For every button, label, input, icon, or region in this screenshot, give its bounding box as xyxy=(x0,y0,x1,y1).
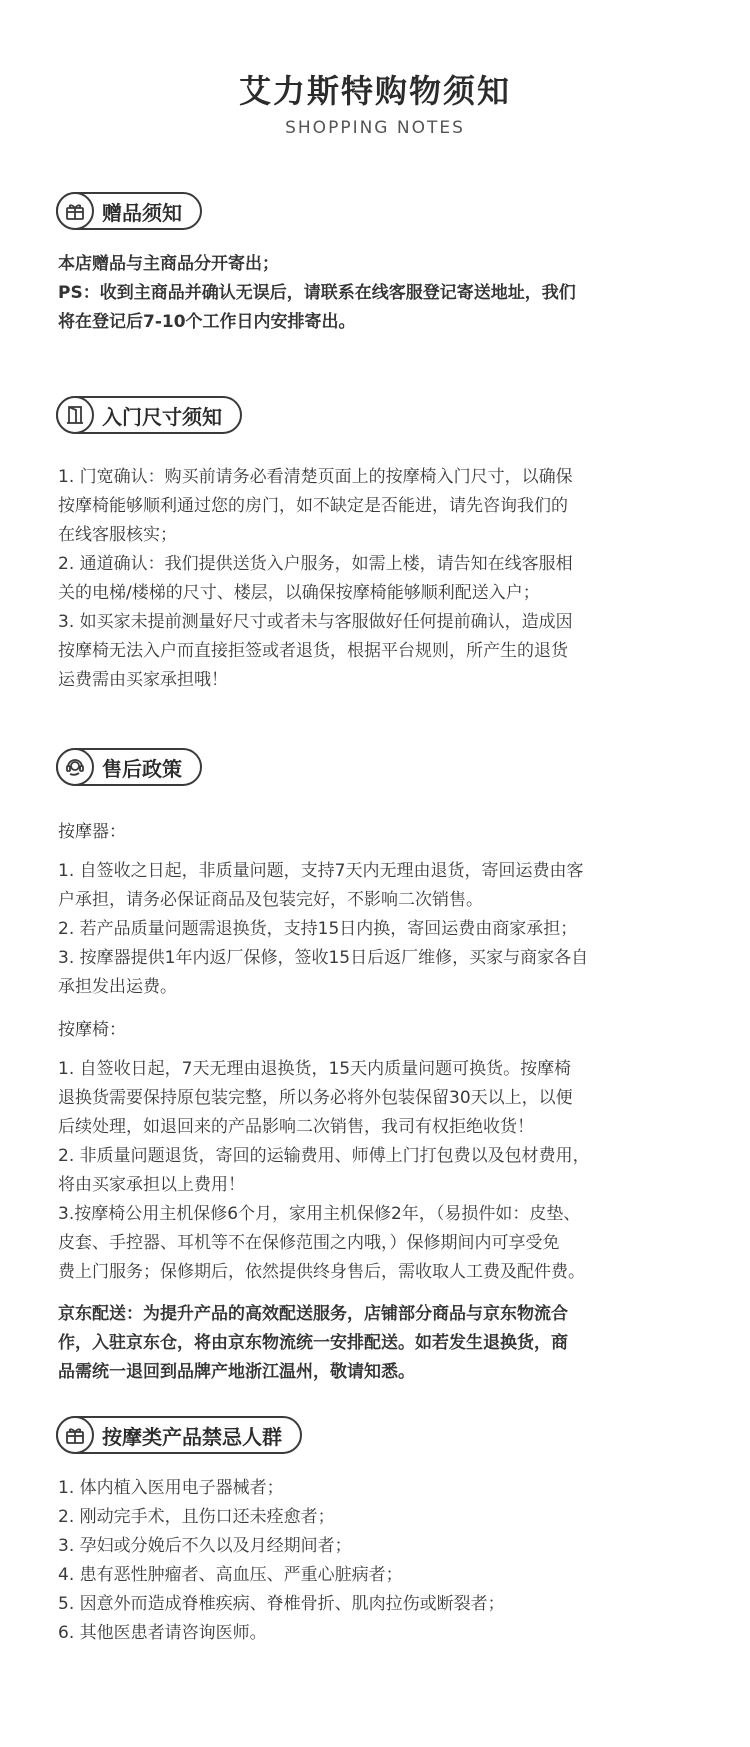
section-header-aftersales xyxy=(56,748,202,786)
jd-line: 京东配送：为提升产品的高效配送服务，店铺部分商品与京东物流合 xyxy=(58,1304,568,1324)
massager-line: 户承担，请务必保证商品及包装完好，不影响二次销售。 xyxy=(58,890,483,910)
door-line: 按摩椅无法入户而直接拒签或者退货，根据平台规则，所产生的退货 xyxy=(58,641,568,661)
chair-line: 将由买家承担以上费用！ xyxy=(58,1175,245,1195)
massager-label: 按摩器： xyxy=(58,822,126,842)
chair-line: 皮套、手控器、耳机等不在保修范围之内哦，）保修期间内可享受免 xyxy=(58,1233,560,1253)
forbidden-line: 6. 其他医患者请咨询医师。 xyxy=(58,1623,267,1643)
page-subtitle: SHOPPING NOTES xyxy=(285,118,465,138)
massager-line: 2. 若产品质量问题需退换货，支持15日内换，寄回运费由商家承担； xyxy=(58,919,578,939)
gift-icon xyxy=(56,192,94,230)
chair-line: 退换货需要保持原包装完整，所以务必将外包装保留30天以上，以便 xyxy=(58,1088,573,1108)
chair-line: 费上门服务；保修期后，依然提供终身售后，需收取人工费及配件费。 xyxy=(58,1262,585,1282)
chair-line: 3.按摩椅公用主机保修6个月，家用主机保修2年，（易损件如：皮垫、 xyxy=(58,1204,581,1224)
forbidden-line: 3. 孕妇或分娩后不久以及月经期间者； xyxy=(58,1536,352,1556)
forbidden-text xyxy=(58,1474,708,1648)
forbidden-line: 4. 患有恶性肿瘤者、高血压、严重心脏病者； xyxy=(58,1565,403,1585)
door-line: 3. 如买家未提前测量好尺寸或者未与客服做好任何提前确认，造成因 xyxy=(58,612,573,632)
forbidden-line: 5. 因意外而造成脊椎疾病、脊椎骨折、肌肉拉伤或断裂者； xyxy=(58,1594,505,1614)
gift-icon xyxy=(56,1416,94,1454)
gift-line: 将在登记后7-10个工作日内安排寄出。 xyxy=(58,312,356,332)
door-line: 1. 门宽确认：购买前请务必看清楚页面上的按摩椅入门尺寸，以确保 xyxy=(58,467,573,487)
chair-line: 2. 非质量问题退货，寄回的运输费用、师傅上门打包费以及包材费用， xyxy=(58,1146,590,1166)
section-title-door: 入门尺寸须知 xyxy=(102,404,222,429)
page-title: 艾力斯特购物须知 xyxy=(238,72,511,110)
chair-label: 按摩椅： xyxy=(58,1020,126,1040)
section-title-gift: 赠品须知 xyxy=(102,200,182,225)
gift-text xyxy=(58,250,708,337)
chair-text xyxy=(58,1055,708,1287)
chair-line: 1. 自签收日起，7天无理由退换货，15天内质量问题可换货。按摩椅 xyxy=(58,1059,572,1079)
door-line: 按摩椅能够顺利通过您的房门，如不缺定是否能进，请先咨询我们的 xyxy=(58,496,568,516)
section-header-forbidden xyxy=(56,1416,302,1454)
jd-line: 品需统一退回到品牌产地浙江温州，敬请知悉。 xyxy=(58,1362,415,1382)
massager-line: 1. 自签收之日起，非质量问题，支持7天内无理由退货，寄回运费由客 xyxy=(58,861,584,881)
gift-line: 本店赠品与主商品分开寄出； xyxy=(58,254,279,274)
section-header-door xyxy=(56,396,242,434)
section-header-gift xyxy=(56,192,202,230)
forbidden-line: 2. 刚动完手术，且伤口还未痊愈者； xyxy=(58,1507,335,1527)
door-icon xyxy=(56,396,94,434)
door-line: 2. 通道确认：我们提供送货入户服务，如需上楼，请告知在线客服相 xyxy=(58,554,573,574)
massager-text xyxy=(58,857,708,1002)
door-text xyxy=(58,463,708,695)
chair-line: 后续处理，如退回来的产品影响二次销售，我司有权拒绝收货！ xyxy=(58,1117,534,1137)
massager-line: 承担发出运费。 xyxy=(58,977,177,997)
gift-line: PS：收到主商品并确认无误后，请联系在线客服登记寄送地址，我们 xyxy=(58,283,576,303)
section-title-aftersales: 售后政策 xyxy=(102,756,182,781)
jd-delivery-text xyxy=(58,1300,708,1387)
section-title-forbidden: 按摩类产品禁忌人群 xyxy=(102,1424,282,1449)
headset-icon xyxy=(56,748,94,786)
forbidden-line: 1. 体内植入医用电子器械者； xyxy=(58,1478,284,1498)
door-line: 在线客服核实； xyxy=(58,525,177,545)
massager-line: 3. 按摩器提供1年内返厂保修，签收15日后返厂维修，买家与商家各自 xyxy=(58,948,589,968)
jd-line: 作，入驻京东仓，将由京东物流统一安排配送。如若发生退换货，商 xyxy=(58,1333,568,1353)
door-line: 关的电梯/楼梯的尺寸、楼层，以确保按摩椅能够顺利配送入户； xyxy=(58,583,540,603)
door-line: 运费需由买家承担哦！ xyxy=(58,670,228,690)
